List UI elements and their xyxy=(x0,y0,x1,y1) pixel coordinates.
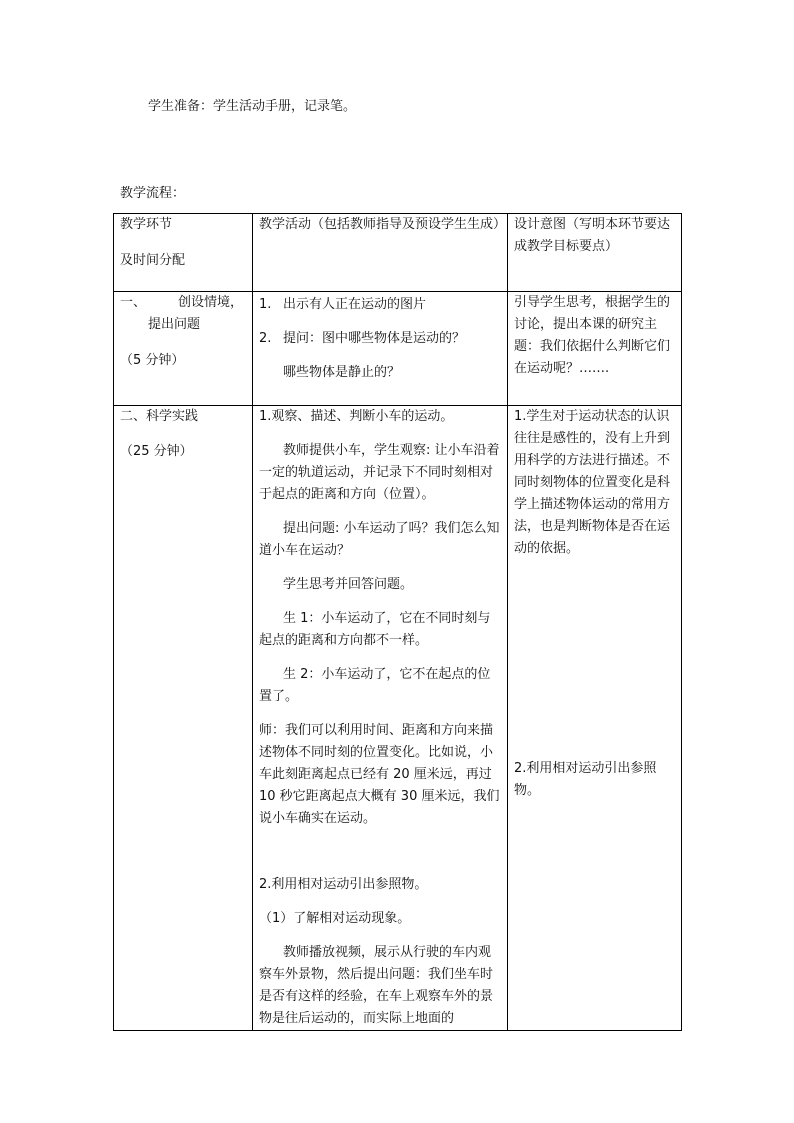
header-intent: 设计意图（写明本环节要达成教学目标要点） xyxy=(514,217,671,254)
activity-paragraph: 学生思考并回答问题。 xyxy=(283,577,414,592)
table-header-row xyxy=(114,214,682,292)
header-stage-line2: 及时间分配 xyxy=(120,253,186,268)
intent-cell xyxy=(508,292,682,406)
header-activity-cell xyxy=(253,214,508,292)
intent-text: 引导学生思考，根据学生的讨论，提出本课的研究主题：我们依据什么判断它们在运动呢？……. xyxy=(514,295,671,376)
stage-number: 一、 xyxy=(120,295,147,310)
stage-time: （5 分钟） xyxy=(120,353,185,368)
stage-time: （25 分钟） xyxy=(120,444,193,459)
stage-cell xyxy=(114,406,253,1031)
header-stage-line1: 教学环节 xyxy=(120,217,173,232)
table-row xyxy=(114,406,682,1031)
activity-item xyxy=(259,294,501,316)
activity-paragraph: 生 1：小车运动了，它在不同时刻与起点的距离和方向都不一样。 xyxy=(259,611,491,648)
table-row xyxy=(114,292,682,406)
activity-item-number: 2. xyxy=(259,331,272,346)
activity-paragraph: 1.观察、描述、判断小车的运动。 xyxy=(259,409,454,424)
activity-paragraph: 2.利用相对运动引出参照物。 xyxy=(259,877,428,892)
stage-name-2: 提出问题 xyxy=(148,317,201,332)
activity-paragraph: 生 2：小车运动了，它不在起点的位置了。 xyxy=(259,667,491,704)
stage-cell xyxy=(114,292,253,406)
activity-item-continuation: 哪些物体是静止的？ xyxy=(283,365,401,380)
activity-paragraph: （1）了解相对运动现象。 xyxy=(259,911,411,926)
activity-paragraph: 教师播放视频，展示从行驶的车内观察车外景物，然后提出问题：我们坐车时是否有这样的经验，在车上观察车外的景物是往后运动的，而实际上地面的 xyxy=(259,945,494,1026)
header-activity: 教学活动（包括教师指导及预设学生生成） xyxy=(259,217,507,232)
intent-cell xyxy=(508,406,682,1031)
activity-item-text: 提问：图中哪些物体是运动的？ xyxy=(283,331,466,346)
activity-item xyxy=(259,328,501,350)
header-intent-cell xyxy=(508,214,682,292)
student-preparation: 学生准备：学生活动手册，记录笔。 xyxy=(148,99,357,114)
activity-item-number: 1. xyxy=(259,297,272,312)
stage-title xyxy=(120,292,246,314)
activity-item-text: 出示有人正在运动的图片 xyxy=(283,297,427,312)
activity-paragraph: 提出问题: 小车运动了吗？我们怎么知道小车在运动？ xyxy=(259,521,500,558)
stage-title: 二、科学实践 xyxy=(120,409,199,424)
header-stage-cell xyxy=(114,214,253,292)
activity-paragraph: 师：我们可以利用时间、距离和方向来描述物体不同时刻的位置变化。比如说，小车此刻距离起点已经有 20 厘米远，再过 10 秒它距离起点大概有 30 厘米远，我们说小车确实在运动。 xyxy=(259,723,500,826)
activity-paragraph: 教师提供小车，学生观察: 让小车沿着一定的轨道运动，并记录下不同时刻相对于起点的距离和方向（位置）。 xyxy=(259,443,500,502)
teaching-flow-title: 教学流程： xyxy=(120,186,186,201)
activity-cell xyxy=(253,406,508,1031)
intent-text: 2.利用相对运动引出参照物。 xyxy=(514,761,657,798)
activity-cell xyxy=(253,292,508,406)
stage-name-1: 创设情境， xyxy=(178,295,244,310)
intent-text: 1.学生对于运动状态的认识往往是感性的，没有上升到用科学的方法进行描述。不同时刻物体的位置变化是科学上描述物体运动的常用方法，也是判断物体是否在运动的依据。 xyxy=(514,409,671,556)
lesson-table xyxy=(113,213,682,1031)
